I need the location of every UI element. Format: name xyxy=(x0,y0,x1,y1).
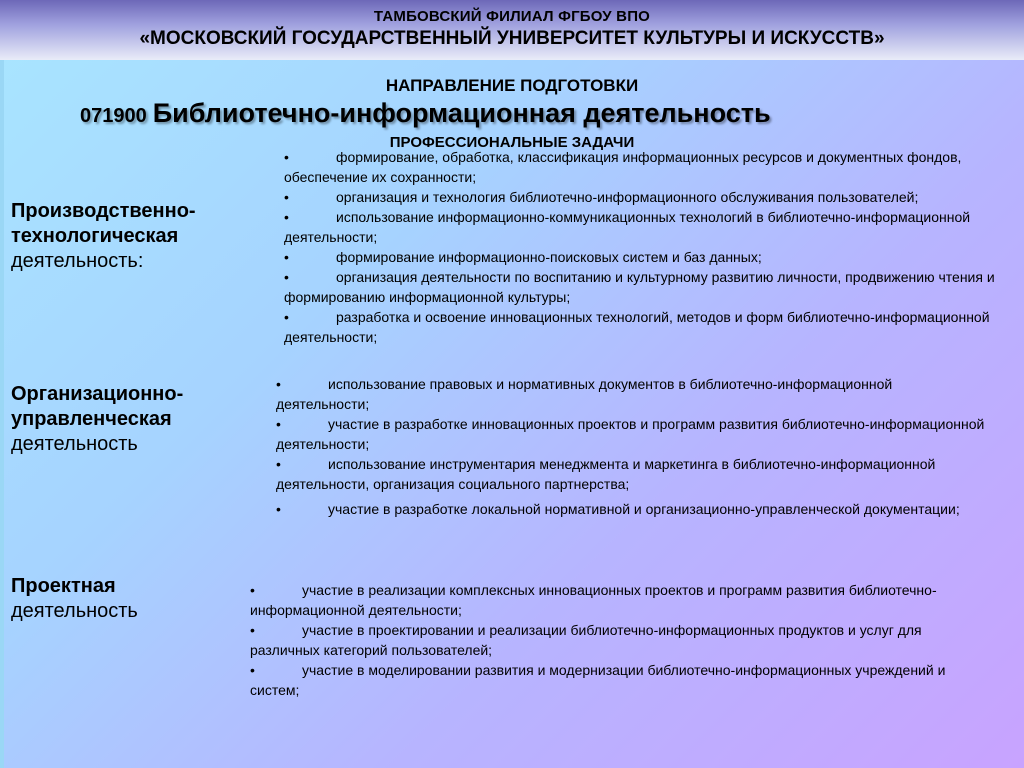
list-item: • формирование информационно-поисковых систем и баз данных; xyxy=(284,249,762,265)
list-item: • использование информационно-коммуникационных технологий в библиотечно-информационной деятельности; xyxy=(284,209,971,245)
section-title-bold: Производственно-технологическая xyxy=(11,200,196,247)
list-item: • участие в моделировании развития и модернизации библиотечно-информационных учреждений и систем; xyxy=(250,662,946,698)
list-item: • использование инструментария менеджмента и маркетинга в библиотечно-информационной деятельности, организация социального партнерства; xyxy=(276,456,936,492)
section-title-management xyxy=(11,382,261,457)
program-name: Библиотечно-информационная деятельность xyxy=(152,98,771,128)
tasks-label: ПРОФЕССИОНАЛЬНЫЕ ЗАДАЧИ xyxy=(389,134,635,151)
direction-label: НАПРАВЛЕНИЕ ПОДГОТОВКИ xyxy=(385,76,639,95)
list-item: • участие в разработке инновационных проектов и программ развития библиотечно-информационной деятельности; xyxy=(276,416,985,452)
left-edge-stripe xyxy=(0,60,4,768)
section-list-management xyxy=(276,374,988,524)
section-title-rest: деятельность: xyxy=(11,250,144,272)
list-item: • организация деятельности по воспитанию и культурному развитию личности, продвижению чтения и формированию информационной культуры; xyxy=(284,269,995,305)
list-item: • формирование, обработка, классификация информационных ресурсов и документных фондов, обеспечение их сохранности; xyxy=(284,149,962,185)
list-item: • использование правовых и нормативных документов в библиотечно-информационной деятельности; xyxy=(276,376,893,412)
section-list-project xyxy=(250,580,978,700)
section-list-production xyxy=(284,147,999,347)
section-title-production xyxy=(11,199,261,274)
header-university-name: «МОСКОВСКИЙ ГОСУДАРСТВЕННЫЙ УНИВЕРСИТЕТ КУЛЬТУРЫ И ИСКУССТВ» xyxy=(139,28,885,49)
section-title-rest: деятельность xyxy=(11,600,138,622)
program-title xyxy=(80,98,980,129)
header-branch-name: ТАМБОВСКИЙ ФИЛИАЛ ФГБОУ ВПО xyxy=(373,8,651,25)
list-item: • участие в проектировании и реализации библиотечно-информационных продуктов и услуг для различных категорий пользователей; xyxy=(250,622,922,658)
list-item: • разработка и освоение инновационных технологий, методов и форм библиотечно-информационной деятельности; xyxy=(284,309,990,345)
section-title-bold: Проектная xyxy=(11,575,116,597)
header-banner xyxy=(0,0,1024,60)
section-title-bold: Организационно-управленческая xyxy=(11,383,184,430)
list-item: • участие в разработке локальной нормативной и организационно-управленческой документации; xyxy=(276,501,960,517)
list-item: • участие в реализации комплексных инновационных проектов и программ развития библиотечно-информационной деятельности; xyxy=(250,582,937,618)
program-code: 071900 xyxy=(80,105,147,127)
section-title-project xyxy=(11,574,241,624)
section-title-rest: деятельность xyxy=(11,433,138,455)
list-item: • организация и технология библиотечно-информационного обслуживания пользователей; xyxy=(284,189,919,205)
